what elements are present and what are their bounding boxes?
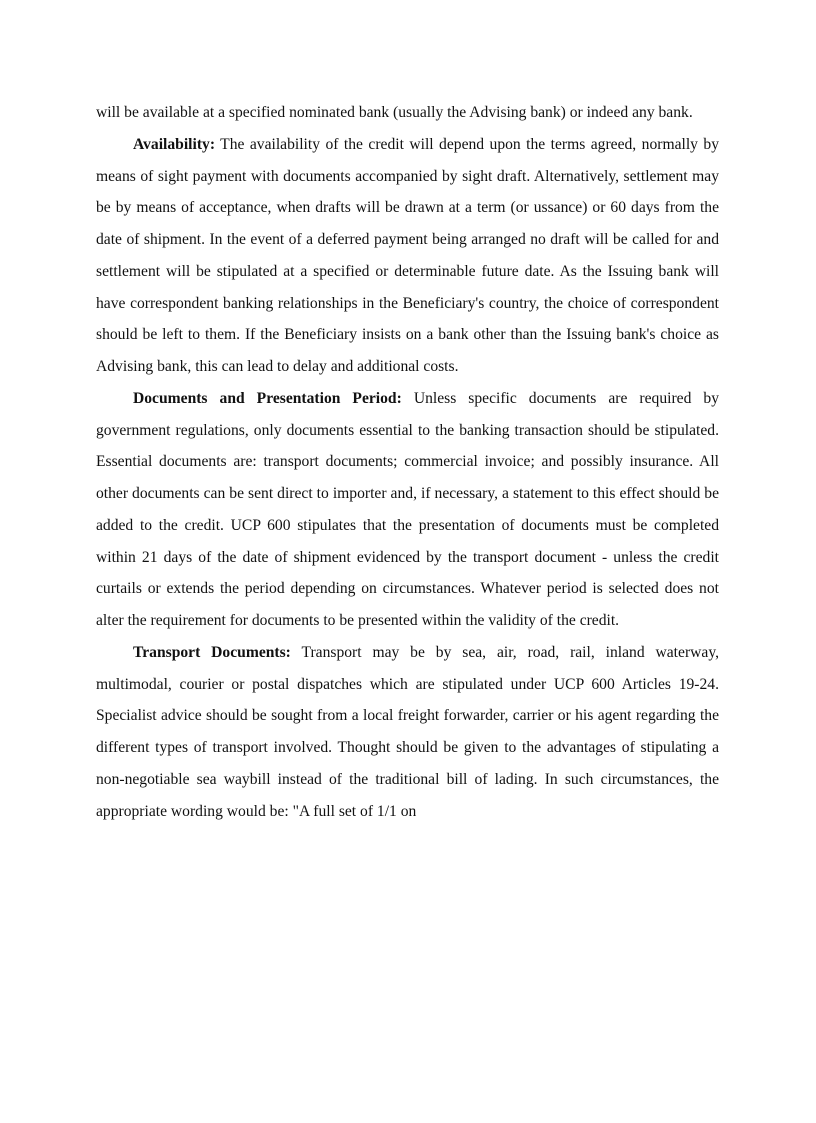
- documents-presentation-heading: Documents and Presentation Period:: [133, 389, 402, 407]
- document-body: [96, 97, 719, 827]
- transport-documents-heading: Transport Documents:: [133, 643, 291, 661]
- availability-text: The availability of the credit will depend upon the terms agreed, normally by means of sight payment with documents accompanied by sight draft. Alternatively, settlement may be by means of acceptance, when drafts will be drawn at a term (or ussance) or 60 days from the date of shipment. In the event of a deferred payment being arranged no draft will be called for and settlement will be stipulated at a specified or determinable future date. As the Issuing bank will have correspondent banking relationships in the Beneficiary's country, the choice of correspondent should be left to them. If the Beneficiary insists on a bank other than the Issuing bank's choice as Advising bank, this can lead to delay and additional costs.: [96, 135, 719, 375]
- transport-documents-paragraph: [96, 637, 719, 828]
- transport-documents-text: Transport may be by sea, air, road, rail, inland waterway, multimodal, courier or postal dispatches which are stipulated under UCP 600 Articles 19-24. Specialist advice should be sought from a local freight forwarder, carrier or his agent regarding the different types of transport involved. Thought should be given to the advantages of stipulating a non-negotiable sea waybill instead of the traditional bill of lading. In such circumstances, the appropriate wording would be: "A full set of 1/1 on: [96, 643, 719, 820]
- documents-presentation-text: Unless specific documents are required by government regulations, only documents essential to the banking transaction should be stipulated. Essential documents are: transport documents; commercial invoice; and possibly insurance. All other documents can be sent direct to importer and, if necessary, a statement to this effect should be added to the credit. UCP 600 stipulates that the presentation of documents must be completed within 21 days of the date of shipment evidenced by the transport document - unless the credit curtails or extends the period depending on circumstances. Whatever period is selected does not alter the requirement for documents to be presented within the validity of the credit.: [96, 389, 719, 629]
- documents-presentation-paragraph: [96, 383, 719, 637]
- availability-heading: Availability:: [133, 135, 216, 153]
- availability-paragraph: [96, 129, 719, 383]
- continuation-paragraph: will be available at a specified nominated bank (usually the Advising bank) or indeed any bank.: [96, 104, 693, 121]
